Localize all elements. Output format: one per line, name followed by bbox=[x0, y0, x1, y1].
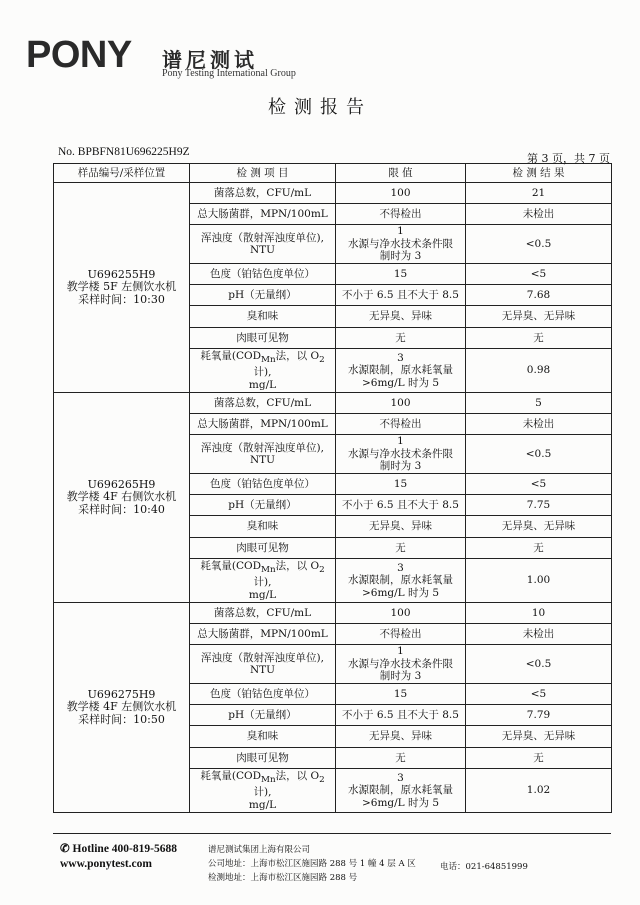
result-cell: 1.00 bbox=[466, 559, 612, 603]
result-cell: <5 bbox=[466, 474, 612, 495]
item-cell: 肉眼可见物 bbox=[190, 748, 336, 769]
item-cell: 肉眼可见物 bbox=[190, 328, 336, 349]
phone-icon: ✆ bbox=[60, 843, 73, 855]
item-cell: 菌落总数，CFU/mL bbox=[190, 603, 336, 624]
limit-cell: 无异臭、异味 bbox=[336, 726, 466, 748]
item-text: 法，以 O bbox=[275, 769, 320, 782]
item-line: 浑浊度（散射浑浊度单位), bbox=[201, 651, 324, 664]
item-cell bbox=[190, 349, 336, 393]
item-cell bbox=[190, 645, 336, 684]
limit-line: 3 bbox=[397, 561, 404, 574]
company-logo bbox=[26, 36, 132, 74]
item-subscript: Mn bbox=[261, 564, 276, 575]
result-cell: 7.79 bbox=[466, 705, 612, 726]
limit-line: >6mg/L 时为 5 bbox=[361, 796, 440, 809]
limit-cell: 不得检出 bbox=[336, 204, 466, 225]
results-table bbox=[53, 163, 612, 813]
limit-line: 水源限制，原水耗氧量 bbox=[348, 364, 453, 377]
result-cell: 未检出 bbox=[466, 624, 612, 645]
item-cell: 臭和味 bbox=[190, 306, 336, 328]
limit-cell bbox=[336, 435, 466, 474]
sample-group bbox=[54, 183, 612, 393]
result-cell: <5 bbox=[466, 264, 612, 285]
limit-line: >6mg/L 时为 5 bbox=[361, 376, 440, 389]
limit-line: 1 bbox=[397, 435, 404, 448]
item-text: 耗氧量(COD bbox=[200, 559, 262, 572]
item-cell bbox=[190, 769, 336, 813]
item-subscript: Mn bbox=[261, 774, 276, 785]
item-cell: pH（无量纲） bbox=[190, 285, 336, 306]
item-cell: 肉眼可见物 bbox=[190, 538, 336, 559]
item-subscript: 2 bbox=[319, 564, 325, 575]
item-cell: 总大肠菌群，MPN/100mL bbox=[190, 624, 336, 645]
limit-line: 水源限制，原水耗氧量 bbox=[348, 784, 453, 797]
result-cell: 无异臭、无异味 bbox=[466, 516, 612, 538]
result-cell: <0.5 bbox=[466, 645, 612, 684]
limit-cell: 100 bbox=[336, 393, 466, 414]
limit-line: 制时为 3 bbox=[379, 460, 422, 473]
logo-wordmark: PONY bbox=[26, 34, 132, 76]
limit-line: 3 bbox=[397, 771, 404, 784]
item-text: 耗氧量(COD bbox=[200, 769, 262, 782]
limit-line: 1 bbox=[397, 225, 404, 238]
table-row bbox=[54, 603, 612, 624]
sample-time: 采样时间：10:50 bbox=[78, 712, 165, 726]
report-number: No. BPBFN81U696225H9Z bbox=[58, 146, 190, 158]
limit-cell: 不小于 6.5 且不大于 8.5 bbox=[336, 285, 466, 306]
item-subscript: Mn bbox=[261, 354, 276, 365]
limit-cell: 15 bbox=[336, 684, 466, 705]
limit-line: 水源与净水技术条件限 bbox=[348, 657, 453, 670]
item-unit: NTU bbox=[249, 664, 276, 676]
result-cell: 5 bbox=[466, 393, 612, 414]
item-text: 法，以 O bbox=[275, 559, 320, 572]
limit-cell: 不得检出 bbox=[336, 624, 466, 645]
sample-group bbox=[54, 393, 612, 603]
item-subscript: 2 bbox=[319, 354, 325, 365]
limit-cell: 无 bbox=[336, 748, 466, 769]
limit-cell: 不小于 6.5 且不大于 8.5 bbox=[336, 705, 466, 726]
sample-id: U696265H9 bbox=[87, 477, 156, 491]
sample-location: 教学楼 4F 左侧饮水机 bbox=[66, 700, 177, 714]
footer-company-address: 公司地址：上海市松江区施园路 288 号 1 幢 4 层 A 区 bbox=[208, 859, 416, 869]
item-cell: 总大肠菌群，MPN/100mL bbox=[190, 204, 336, 225]
result-cell: 21 bbox=[466, 183, 612, 204]
limit-line: 制时为 3 bbox=[379, 670, 422, 683]
sample-cell bbox=[54, 603, 190, 813]
sample-id: U696255H9 bbox=[87, 267, 156, 281]
item-unit: mg/L bbox=[248, 378, 277, 391]
table-row bbox=[54, 183, 612, 204]
header-item: 检 测 项 目 bbox=[190, 164, 336, 183]
header-sample: 样品编号/采样位置 bbox=[54, 164, 190, 183]
limit-cell bbox=[336, 769, 466, 813]
item-line bbox=[192, 770, 333, 799]
sample-group bbox=[54, 603, 612, 813]
limit-cell: 不小于 6.5 且不大于 8.5 bbox=[336, 495, 466, 516]
item-cell: 色度（铂钴色度单位） bbox=[190, 684, 336, 705]
limit-cell bbox=[336, 349, 466, 393]
item-cell bbox=[190, 435, 336, 474]
item-cell: 总大肠菌群，MPN/100mL bbox=[190, 414, 336, 435]
limit-cell: 15 bbox=[336, 264, 466, 285]
result-cell: 7.68 bbox=[466, 285, 612, 306]
item-text: 耗氧量(COD bbox=[200, 349, 262, 362]
limit-cell bbox=[336, 559, 466, 603]
limit-cell bbox=[336, 225, 466, 264]
item-unit: mg/L bbox=[248, 588, 277, 601]
item-cell: pH（无量纲） bbox=[190, 495, 336, 516]
hotline-text: Hotline 400-819-5688 bbox=[72, 843, 177, 855]
limit-cell: 无 bbox=[336, 328, 466, 349]
result-cell: 无异臭、无异味 bbox=[466, 726, 612, 748]
result-cell: <0.5 bbox=[466, 435, 612, 474]
limit-line: 1 bbox=[397, 645, 404, 658]
sample-location: 教学楼 4F 右侧饮水机 bbox=[66, 490, 177, 504]
result-cell: 10 bbox=[466, 603, 612, 624]
item-cell: 菌落总数，CFU/mL bbox=[190, 183, 336, 204]
item-line bbox=[192, 350, 333, 379]
limit-cell: 15 bbox=[336, 474, 466, 495]
sample-id: U696275H9 bbox=[87, 687, 156, 701]
limit-cell: 不得检出 bbox=[336, 414, 466, 435]
item-subscript: 2 bbox=[319, 774, 325, 785]
item-cell: 臭和味 bbox=[190, 516, 336, 538]
limit-line: 制时为 3 bbox=[379, 250, 422, 263]
result-cell: <0.5 bbox=[466, 225, 612, 264]
limit-cell: 无异臭、异味 bbox=[336, 516, 466, 538]
item-cell: pH（无量纲） bbox=[190, 705, 336, 726]
footer-lab-address: 检测地址：上海市松江区施园路 288 号 bbox=[208, 873, 358, 883]
header-result: 检 测 结 果 bbox=[466, 164, 612, 183]
result-cell: 未检出 bbox=[466, 204, 612, 225]
company-name-cn: 谱尼测试 bbox=[162, 48, 258, 72]
limit-line: 水源与净水技术条件限 bbox=[348, 447, 453, 460]
result-cell: 0.98 bbox=[466, 349, 612, 393]
item-cell: 臭和味 bbox=[190, 726, 336, 748]
limit-line: 水源限制，原水耗氧量 bbox=[348, 574, 453, 587]
limit-cell bbox=[336, 645, 466, 684]
sample-time: 采样时间：10:40 bbox=[78, 502, 165, 516]
limit-line: 3 bbox=[397, 351, 404, 364]
item-cell bbox=[190, 225, 336, 264]
item-cell: 色度（铂钴色度单位） bbox=[190, 264, 336, 285]
result-cell: 无 bbox=[466, 328, 612, 349]
limit-cell: 无 bbox=[336, 538, 466, 559]
result-cell: 1.02 bbox=[466, 769, 612, 813]
item-text: 计), bbox=[253, 366, 272, 379]
header-limit: 限 值 bbox=[336, 164, 466, 183]
footer-company-name: 谱尼测试集团上海有限公司 bbox=[208, 845, 311, 855]
item-cell: 菌落总数，CFU/mL bbox=[190, 393, 336, 414]
page-indicator: 第 3 页，共 7 页 bbox=[527, 152, 610, 165]
result-cell: 无异臭、无异味 bbox=[466, 306, 612, 328]
item-unit: NTU bbox=[249, 244, 276, 256]
footer-phone: 电话：021-64851999 bbox=[440, 862, 528, 872]
report-title: 检测报告 bbox=[268, 97, 372, 118]
item-text: 法，以 O bbox=[275, 349, 320, 362]
result-cell: 无 bbox=[466, 538, 612, 559]
item-line bbox=[192, 560, 333, 589]
limit-cell: 100 bbox=[336, 183, 466, 204]
limit-cell: 100 bbox=[336, 603, 466, 624]
result-cell: <5 bbox=[466, 684, 612, 705]
result-cell: 7.75 bbox=[466, 495, 612, 516]
company-name-en: Pony Testing International Group bbox=[162, 68, 296, 79]
item-unit: mg/L bbox=[248, 798, 277, 811]
item-text: 计), bbox=[253, 576, 272, 589]
item-line: 浑浊度（散射浑浊度单位), bbox=[201, 231, 324, 244]
footer-divider bbox=[53, 833, 611, 834]
limit-line: 水源与净水技术条件限 bbox=[348, 237, 453, 250]
limit-line: >6mg/L 时为 5 bbox=[361, 586, 440, 599]
item-unit: NTU bbox=[249, 454, 276, 466]
item-cell: 色度（铂钴色度单位） bbox=[190, 474, 336, 495]
limit-cell: 无异臭、异味 bbox=[336, 306, 466, 328]
item-text: 计), bbox=[253, 786, 272, 799]
sample-location: 教学楼 5F 左侧饮水机 bbox=[66, 280, 177, 294]
website-link[interactable]: www.ponytest.com bbox=[60, 858, 152, 870]
hotline bbox=[60, 841, 177, 855]
sample-time: 采样时间：10:30 bbox=[78, 292, 165, 306]
table-row bbox=[54, 393, 612, 414]
item-cell bbox=[190, 559, 336, 603]
sample-cell bbox=[54, 183, 190, 393]
result-cell: 无 bbox=[466, 748, 612, 769]
item-line: 浑浊度（散射浑浊度单位), bbox=[201, 441, 324, 454]
sample-cell bbox=[54, 393, 190, 603]
result-cell: 未检出 bbox=[466, 414, 612, 435]
